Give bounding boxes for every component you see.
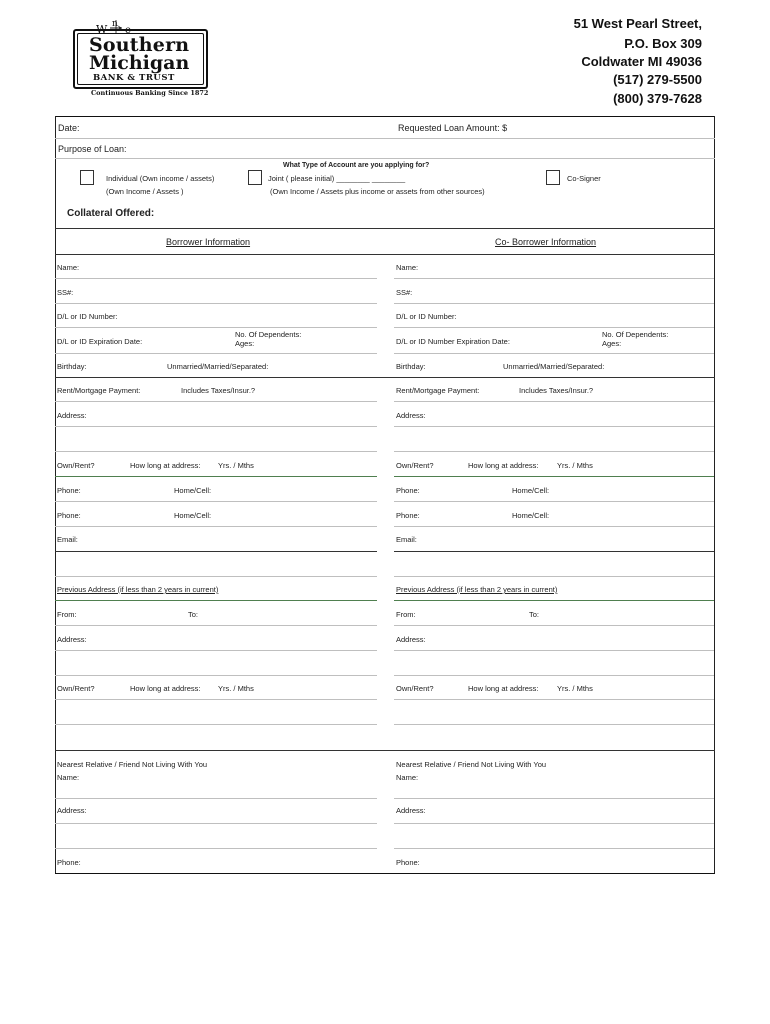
borrower-ages-label: Ages: bbox=[235, 339, 255, 348]
coborrower-taxes-label: Includes Taxes/Insur.? bbox=[519, 386, 594, 395]
line bbox=[55, 476, 377, 477]
coborrower-prev-how-long-label: How long at address: bbox=[468, 684, 539, 693]
coborrower-dependents-label: No. Of Dependents: bbox=[602, 330, 669, 339]
coborrower-prev-yrs-label: Yrs. / Mths bbox=[557, 684, 593, 693]
borrower-phone-label: Phone: bbox=[57, 486, 81, 495]
coborrower-relative-phone-label: Phone: bbox=[396, 858, 420, 867]
borrower-birthday-label: Birthday: bbox=[57, 362, 87, 371]
borrower-dl-label: D/L or ID Number: bbox=[57, 312, 118, 321]
logo-text-southern: Southern bbox=[89, 34, 190, 56]
coborrower-home-cell2-label: Home/Cell: bbox=[512, 511, 550, 520]
line bbox=[394, 401, 714, 402]
line bbox=[55, 353, 377, 354]
logo-text-michigan: Michigan bbox=[89, 52, 190, 74]
borrower-how-long-label: How long at address: bbox=[130, 461, 201, 470]
joint-label: Joint ( please initial) ________ ________ bbox=[268, 174, 406, 183]
coborrower-name-label: Name: bbox=[396, 263, 419, 272]
cosigner-checkbox[interactable] bbox=[546, 170, 560, 185]
borrower-relative-label: Nearest Relative / Friend Not Living With You bbox=[57, 760, 208, 769]
borrower-to-label: To: bbox=[188, 610, 199, 619]
line bbox=[55, 303, 377, 304]
divider bbox=[55, 138, 715, 139]
line bbox=[394, 699, 714, 700]
borrower-phone2-label: Phone: bbox=[57, 511, 81, 520]
cosigner-label: Co-Signer bbox=[567, 174, 601, 183]
coborrower-home-cell-label: Home/Cell: bbox=[512, 486, 550, 495]
svg-text:W: W bbox=[96, 23, 108, 35]
borrower-email-label: Email: bbox=[57, 535, 78, 544]
joint-sub-label: (Own Income / Assets plus income or assets from other sources) bbox=[270, 187, 485, 196]
line bbox=[394, 353, 714, 354]
form-bottom-border bbox=[55, 873, 715, 874]
compass-icon bbox=[96, 17, 156, 35]
line bbox=[55, 401, 377, 402]
individual-label: Individual (Own income / assets) bbox=[106, 174, 215, 183]
bank-phone-1: (517) 279-5500 bbox=[613, 72, 702, 87]
coborrower-from-label: From: bbox=[396, 610, 416, 619]
borrower-home-cell2-label: Home/Cell: bbox=[174, 511, 212, 520]
borrower-dependents-label: No. Of Dependents: bbox=[235, 330, 302, 339]
line bbox=[394, 303, 714, 304]
coborrower-own-rent-label: Own/Rent? bbox=[396, 461, 434, 470]
line bbox=[377, 377, 715, 378]
individual-sub-label: (Own Income / Assets ) bbox=[106, 187, 184, 196]
borrower-prev-address-label: Address: bbox=[57, 635, 87, 644]
date-label: Date: bbox=[58, 123, 80, 133]
borrower-marital-label: Unmarried/Married/Separated: bbox=[167, 362, 269, 371]
line bbox=[55, 724, 377, 725]
line bbox=[394, 848, 714, 849]
joint-checkbox[interactable] bbox=[248, 170, 262, 185]
coborrower-prev-address-label: Address: bbox=[396, 635, 426, 644]
coborrower-dl-exp-label: D/L or ID Number Expiration Date: bbox=[396, 337, 510, 346]
borrower-home-cell-label: Home/Cell: bbox=[174, 486, 212, 495]
line bbox=[394, 675, 714, 676]
section-divider bbox=[55, 228, 715, 229]
borrower-relative-address-label: Address: bbox=[57, 806, 87, 815]
line bbox=[394, 576, 714, 577]
line bbox=[394, 278, 714, 279]
requested-amount-label: Requested Loan Amount: $ bbox=[398, 123, 508, 133]
line bbox=[55, 625, 377, 626]
coborrower-birthday-label: Birthday: bbox=[396, 362, 426, 371]
coborrower-relative-address-label: Address: bbox=[396, 806, 426, 815]
line bbox=[55, 526, 377, 527]
line bbox=[394, 625, 714, 626]
line bbox=[55, 451, 377, 452]
coborrower-ages-label: Ages: bbox=[602, 339, 622, 348]
coborrower-ss-label: SS#: bbox=[396, 288, 413, 297]
line bbox=[55, 798, 377, 799]
coborrower-how-long-label: How long at address: bbox=[468, 461, 539, 470]
coborrower-rent-label: Rent/Mortgage Payment: bbox=[396, 386, 480, 395]
coborrower-yrs-label: Yrs. / Mths bbox=[557, 461, 593, 470]
account-type-question: What Type of Account are you applying for? bbox=[283, 162, 430, 169]
borrower-address-label: Address: bbox=[57, 411, 87, 420]
line bbox=[394, 526, 714, 527]
line bbox=[394, 476, 714, 477]
coborrower-phone-label: Phone: bbox=[396, 486, 420, 495]
line bbox=[394, 426, 714, 427]
borrower-prev-own-rent-label: Own/Rent? bbox=[57, 684, 95, 693]
individual-checkbox[interactable] bbox=[80, 170, 94, 185]
line bbox=[55, 650, 377, 651]
line bbox=[394, 451, 714, 452]
coborrower-relative-label: Nearest Relative / Friend Not Living With You bbox=[396, 760, 547, 769]
line bbox=[55, 576, 377, 577]
coborrower-heading: Co- Borrower Information bbox=[495, 237, 597, 247]
svg-text:e: e bbox=[125, 25, 131, 35]
line bbox=[55, 699, 377, 700]
line bbox=[55, 551, 377, 552]
borrower-own-rent-label: Own/Rent? bbox=[57, 461, 95, 470]
borrower-taxes-label: Includes Taxes/Insur.? bbox=[181, 386, 256, 395]
line bbox=[394, 798, 714, 799]
line bbox=[55, 327, 377, 328]
coborrower-prev-own-rent-label: Own/Rent? bbox=[396, 684, 434, 693]
coborrower-dl-label: D/L or ID Number: bbox=[396, 312, 457, 321]
svg-text:n: n bbox=[112, 19, 118, 29]
bank-street: 51 West Pearl Street, bbox=[573, 16, 702, 31]
bank-city: Coldwater MI 49036 bbox=[581, 54, 702, 69]
borrower-yrs-label: Yrs. / Mths bbox=[218, 461, 254, 470]
line bbox=[55, 278, 377, 279]
borrower-previous-label: Previous Address (if less than 2 years in current) bbox=[57, 585, 219, 594]
coborrower-email-label: Email: bbox=[396, 535, 417, 544]
coborrower-to-label: To: bbox=[529, 610, 540, 619]
line bbox=[55, 501, 377, 502]
line bbox=[394, 501, 714, 502]
borrower-prev-yrs-label: Yrs. / Mths bbox=[218, 684, 254, 693]
line bbox=[55, 823, 377, 824]
line bbox=[55, 426, 377, 427]
logo-text-bank-trust: BANK & TRUST bbox=[93, 73, 175, 83]
borrower-heading: Borrower Information bbox=[166, 237, 251, 247]
coborrower-marital-label: Unmarried/Married/Separated: bbox=[503, 362, 605, 371]
borrower-name-label: Name: bbox=[57, 263, 80, 272]
coborrower-address-label: Address: bbox=[396, 411, 426, 420]
line bbox=[394, 551, 714, 552]
section-divider bbox=[55, 254, 715, 255]
line bbox=[55, 675, 377, 676]
coborrower-phone2-label: Phone: bbox=[396, 511, 420, 520]
bank-phone-2: (800) 379-7628 bbox=[613, 91, 702, 106]
line bbox=[394, 327, 714, 328]
form-right-border bbox=[714, 116, 715, 874]
coborrower-relative-name-label: Name: bbox=[396, 773, 419, 782]
bank-logo bbox=[73, 29, 208, 89]
logo-tagline: Continuous Banking Since 1872 bbox=[91, 89, 209, 97]
line bbox=[55, 377, 377, 378]
line bbox=[394, 724, 714, 725]
coborrower-previous-label: Previous Address (if less than 2 years in current) bbox=[396, 585, 558, 594]
collateral-label: Collateral Offered: bbox=[67, 208, 155, 219]
line bbox=[55, 600, 377, 601]
line bbox=[394, 650, 714, 651]
divider bbox=[55, 158, 715, 159]
line bbox=[55, 848, 377, 849]
borrower-relative-phone-label: Phone: bbox=[57, 858, 81, 867]
line bbox=[394, 823, 714, 824]
borrower-dl-exp-label: D/L or ID Expiration Date: bbox=[57, 337, 143, 346]
line bbox=[55, 750, 715, 751]
purpose-label: Purpose of Loan: bbox=[58, 144, 127, 154]
bank-pobox: P.O. Box 309 bbox=[624, 36, 702, 51]
borrower-rent-label: Rent/Mortgage Payment: bbox=[57, 386, 141, 395]
borrower-ss-label: SS#: bbox=[57, 288, 74, 297]
form-left-border bbox=[55, 116, 56, 874]
line bbox=[394, 600, 714, 601]
form-top-border bbox=[55, 116, 715, 117]
borrower-from-label: From: bbox=[57, 610, 77, 619]
borrower-relative-name-label: Name: bbox=[57, 773, 80, 782]
borrower-prev-how-long-label: How long at address: bbox=[130, 684, 201, 693]
